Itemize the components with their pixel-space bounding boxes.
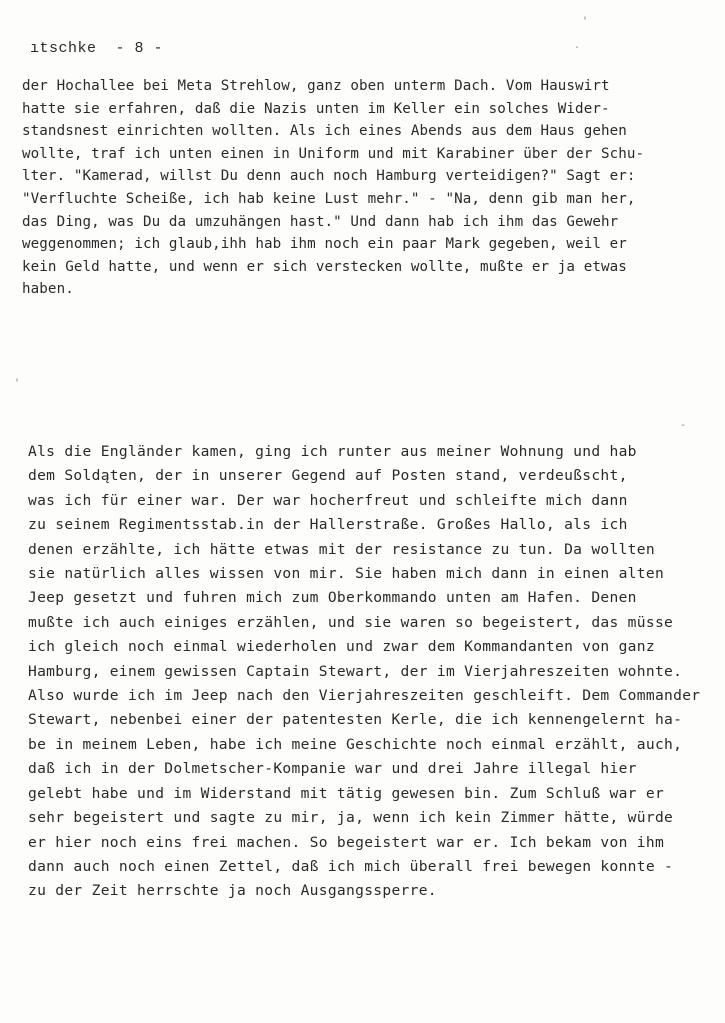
text-line: "Verfluchte Scheiße, ich hab keine Lust mehr." - "Na, denn gib man her, — [22, 190, 636, 207]
text-line: zu seinem Regimentsstab.in der Hallerstraße. Großes Hallo, als ich — [28, 516, 628, 534]
text-line: er hier noch eins frei machen. So begeistert war er. Ich bekam von ihm — [28, 833, 665, 851]
text-line: Stewart, nebenbei einer der patentesten Kerle, die ich kennengelernt ha- — [28, 711, 683, 729]
text-line: standsnest einrichten wollten. Als ich eines Abends aus dem Haus gehen — [22, 123, 627, 140]
text-line: wollte, traf ich unten einen in Uniform und mit Karabiner über der Schu- — [22, 145, 645, 162]
scan-speck-mark: ' — [14, 379, 21, 390]
text-line: be in meinem Leben, habe ich meine Geschichte noch einmal erzählt, auch, — [28, 735, 683, 753]
text-line: kein Geld hatte, und wenn er sich verstecken wollte, mußte er ja etwas — [22, 258, 627, 275]
text-line: was ich für einer war. Der war hocherfreut und schleifte mich dann — [28, 491, 628, 509]
paragraph-1 — [22, 75, 712, 301]
page-header: ıtschke - 8 - — [30, 40, 164, 57]
text-line: haben. — [22, 281, 74, 298]
text-line: hatte sie erfahren, daß die Nazis unten im Keller ein solches Wider- — [22, 100, 610, 117]
scan-speck-mark: - — [680, 421, 687, 432]
text-line: denen erzählte, ich hätte etwas mit der resistance zu tun. Da wollten — [28, 540, 655, 558]
text-line: sehr begeistert und sagte zu mir, ja, wenn ich kein Zimmer hätte, würde — [28, 809, 674, 827]
text-line: dann auch noch einen Zettel, daß ich mich überall frei bewegen konnte - — [28, 857, 674, 875]
text-line: gelebt habe und im Widerstand mit tätig gewesen bin. Zum Schluß war er — [28, 784, 665, 802]
text-line: dem Soldąten, der in unserer Gegend auf Posten stand, verdeußscht, — [28, 467, 628, 485]
text-line: daß ich in der Dolmetscher-Kompanie war und drei Jahre illegal hier — [28, 760, 637, 778]
text-line: Als die Engländer kamen, ging ich runter aus meiner Wohnung und hab — [28, 443, 637, 460]
text-line: mußte ich auch einiges erzählen, und sie waren so begeistert, das müsse — [28, 613, 674, 631]
text-line: weggenommen; ich glaub,ihh hab ihm noch ein paar Mark gegeben, weil er — [22, 236, 627, 253]
text-line: sie natürlich alles wissen von mir. Sie haben mich dann in einen alten — [28, 565, 665, 583]
scan-speck-mark: ' — [582, 17, 589, 28]
text-line: lter. "Kamerad, willst Du denn auch noch Hamburg verteidigen?" Sagt er: — [22, 168, 636, 185]
text-line: zu der Zeit herrschte ja noch Ausgangssperre. — [28, 882, 437, 900]
scan-speck-mark: . — [574, 41, 581, 52]
text-line: Jeep gesetzt und fuhren mich zum Oberkommando unten am Hafen. Denen — [28, 589, 637, 607]
text-line: das Ding, was Du da umzuhängen hast." Und dann hab ich ihm das Gewehr — [22, 213, 619, 230]
text-line: ich gleich noch einmal wiederholen und zwar dem Kommandanten von ganz — [28, 638, 655, 656]
paragraph-2 — [28, 440, 718, 904]
text-line: Hamburg, einem gewissen Captain Stewart, der im Vierjahreszeiten wohnte. — [28, 662, 683, 680]
text-line: Also wurde ich im Jeep nach den Vierjahreszeiten geschleift. Dem Commander — [28, 687, 701, 705]
text-line: der Hochallee bei Meta Strehlow, ganz oben unterm Dach. Vom Hauswirt — [22, 78, 610, 94]
